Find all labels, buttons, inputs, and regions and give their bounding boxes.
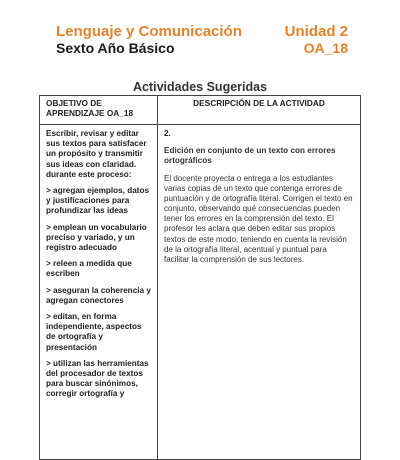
objective-item: > agregan ejemplos, datos y justificaciones para profundizar las ideas [46, 186, 150, 216]
objective-column-header: OBJETIVO DE APRENDIZAJE OA_18 [40, 96, 158, 125]
oa-code: OA_18 [303, 40, 348, 56]
header-right [285, 24, 348, 57]
objectives-cell [40, 125, 158, 460]
activity-number: 2. [164, 129, 171, 138]
activity-title: Edición en conjunto de un texto con errores ortográficos [164, 146, 336, 165]
unit-label: Unidad 2 [284, 23, 348, 40]
activity-description: El docente proyecta o entrega a los estudiantes varias copias de un texto que contenga errores de puntuación y de ortografía literal. Corrigen el texto en conjunto, observando qué consecuencias pueden tener los errores en la comprensión del texto. El profesor les aclara que deben editar sus propios textos de este modo, teniendo en cuenta la revisión de la ortografía literal, acentual y puntual para facilitar la comprensión de sus lectores. [164, 174, 353, 264]
section-title: Actividades Sugeridas [132, 80, 268, 94]
table-header-row [40, 96, 361, 125]
objective-item: > editan, en forma independiente, aspectos de ortografía y presentación [46, 312, 142, 352]
header-left [56, 24, 242, 57]
grade-label: Sexto Año Básico [56, 40, 175, 56]
objective-item: > aseguran la coherencia y agregan conectores [46, 285, 151, 305]
objective-item: Escribir, revisar y editar sus textos para satisfacer un propósito y transmitir sus ideas con claridad. durante este proceso: [46, 129, 147, 179]
description-column-header: DESCRIPCIÓN DE LA ACTIVIDAD [158, 96, 361, 125]
objective-item: > utilizan las herramientas del procesador de textos para buscar sinónimos, corregir ortografía y [46, 358, 149, 399]
objective-item: > releen a medida que escriben [46, 259, 132, 279]
activities-table [39, 95, 361, 460]
table-row [40, 125, 361, 460]
subject-title: Lenguaje y Comunicación [56, 23, 242, 40]
activity-cell [158, 125, 361, 460]
objective-item: > emplean un vocabulario preciso y variado, y un registro adecuado [46, 222, 147, 253]
